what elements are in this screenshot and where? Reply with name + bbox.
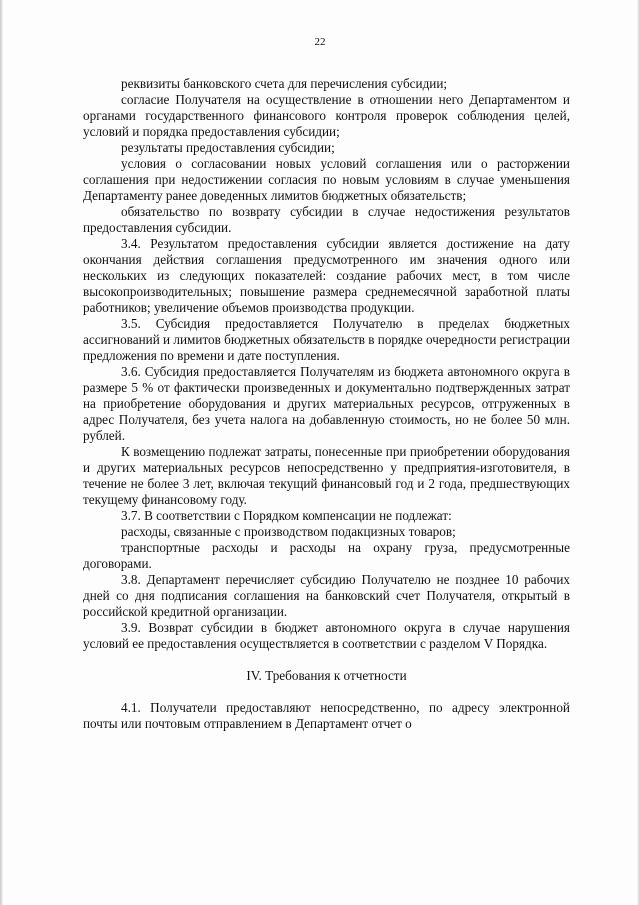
paragraph-3-7: 3.7. В соответствии с Порядком компенсации не подлежат: <box>121 508 452 523</box>
paragraph-3-5: 3.5. Субсидия предоставляется Получателю в пределах бюджетных ассигнований и лимитов бюджетных обязательств в порядке очередности регистрации предложения по времени и дате поступления. <box>83 316 570 363</box>
paragraph-3-6: 3.6. Субсидия предоставляется Получателям из бюджета автономного округа в размере 5 % от фактически произведенных и документально подтвержденных затрат на приобретение оборудования и других материальных ресурсов, отгруженных в адрес Получателя, без учета налога на добавленную стоимость, но не более 50 млн. рублей. <box>83 364 570 443</box>
section-heading: IV. Требования к отчетности <box>246 668 407 683</box>
page-number: 22 <box>314 36 326 48</box>
paragraph-conditions: условия о согласовании новых условий соглашения или о расторжении соглашения при недостижении согласия по новым условиям в случае уменьшения Департаменту ранее доведенных лимитов бюджетных обязательств; <box>83 156 570 203</box>
paragraph-3-4: 3.4. Результатом предоставления субсидии является достижение на дату окончания действия соглашения предусмотренного им значения одного или нескольких из следующих показателей: создание рабочих мест, в том числе высокопроизводительных; повышение размера среднемесячной заработной платы работников; увеличение объемов производства продукции. <box>83 236 570 315</box>
paragraph-transport-expenses: транспортные расходы и расходы на охрану груза, предусмотренные договорами. <box>83 540 570 571</box>
paragraph-3-9: 3.9. Возврат субсидии в бюджет автономного округа в случае нарушения условий ее предоставления осуществляется в соответствии с разделом V Порядка. <box>83 620 570 651</box>
paragraph-obligation: обязательство по возврату субсидии в случае недостижения результатов предоставления субсидии. <box>83 204 570 235</box>
paragraph-consent: согласие Получателя на осуществление в отношении него Департаментом и органами государственного финансового контроля проверок соблюдения целей, условий и порядка предоставления субсидии; <box>83 92 570 139</box>
paragraph-results: результаты предоставления субсидии; <box>121 140 335 155</box>
paragraph-4-1: 4.1. Получатели предоставляют непосредственно, по адресу электронной почты или почтовым отправлением в Департамент отчет о <box>83 700 570 731</box>
paragraph-bank-details: реквизиты банковского счета для перечисления субсидии; <box>121 76 448 91</box>
paragraph-reimbursement: К возмещению подлежат затраты, понесенные при приобретении оборудования и других материальных ресурсов непосредственно у предприятия-изготовителя, в течение не более 3 лет, включая текущий финансовый год и 2 года, предшествующих текущему финансовому году. <box>83 444 570 507</box>
document-body <box>83 76 570 732</box>
paragraph-excise-expenses: расходы, связанные с производством подакцизных товаров; <box>121 524 456 539</box>
paragraph-3-8: 3.8. Департамент перечисляет субсидию Получателю не позднее 10 рабочих дней со дня подписания соглашения на банковский счет Получателя, открытый в российской кредитной организации. <box>83 572 570 619</box>
scan-edge-left <box>0 0 3 905</box>
